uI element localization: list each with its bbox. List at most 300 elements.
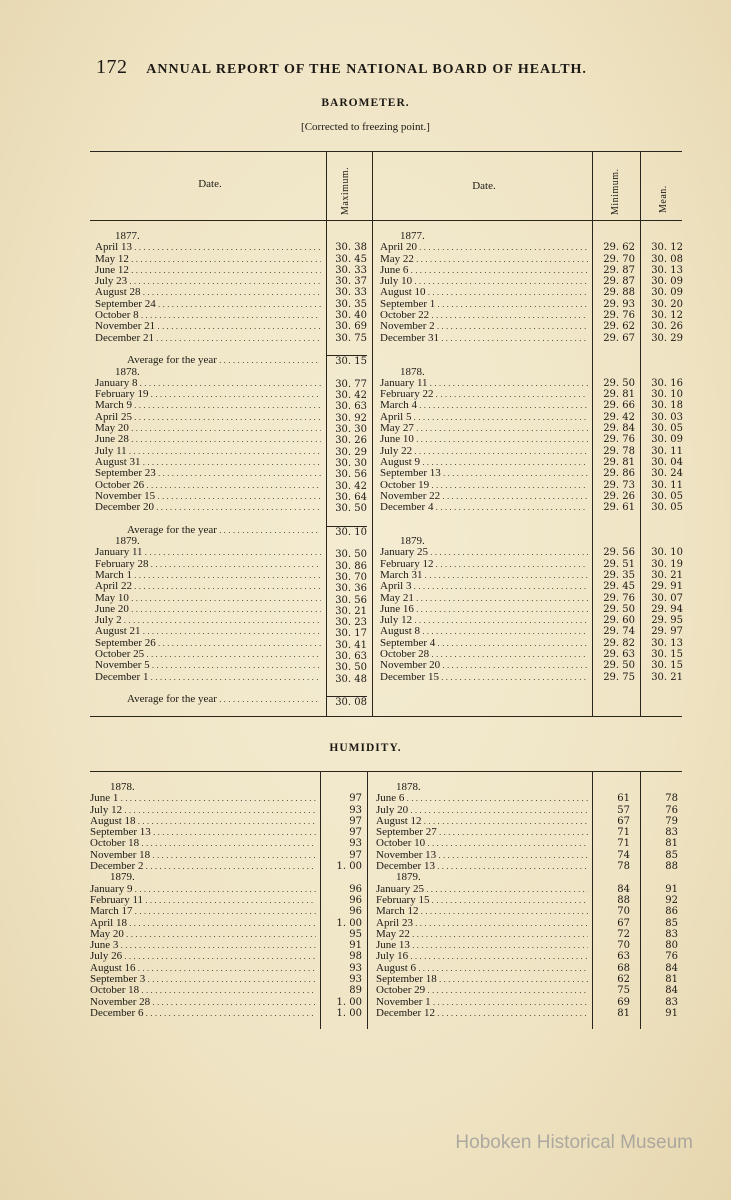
date-entry: June 6 . . . xyxy=(380,265,588,276)
mean-value: 30. 08 xyxy=(651,253,683,265)
minimum-value: 29. 82 xyxy=(603,637,635,649)
humidity-min-value: 81 xyxy=(617,1007,630,1019)
humidity-value: 96 xyxy=(349,883,362,895)
barometer-left-dates xyxy=(95,231,321,705)
date-entry: July 16 . . . xyxy=(376,951,588,962)
date-entry: October 29 . . . xyxy=(376,985,588,996)
mean-column-header: Mean. xyxy=(658,185,669,213)
maximum-value: 30. 45 xyxy=(335,253,367,265)
year-label: 1879. xyxy=(115,536,140,548)
maximum-value: 30. 42 xyxy=(335,390,367,402)
minimum-value: 29. 62 xyxy=(603,242,635,254)
minimum-value: 29. 87 xyxy=(603,264,635,276)
humidity-min-value: 61 xyxy=(617,793,630,805)
date-entry: September 24 . . . xyxy=(95,299,321,310)
date-entry: June 6 . . . xyxy=(376,793,588,804)
date-entry: September 23 . . . xyxy=(95,468,321,479)
minimum-value: 29. 50 xyxy=(603,603,635,615)
humidity-max-values xyxy=(322,782,362,1019)
minimum-value: 29. 26 xyxy=(603,490,635,502)
date-entry: April 25 . . . xyxy=(95,412,321,423)
minimum-value: 29. 51 xyxy=(603,558,635,570)
date-entry: April 13 . . . xyxy=(95,242,321,253)
date-entry: December 21 . . . xyxy=(95,333,321,344)
minimum-value: 29. 35 xyxy=(603,569,635,581)
date-entry: June 28 . . . xyxy=(95,434,321,445)
col-divider xyxy=(640,771,641,1029)
mean-value: 30. 10 xyxy=(651,547,683,559)
mean-value: 30. 13 xyxy=(651,637,683,649)
year-label: 1878. xyxy=(115,366,140,378)
date-entry: November 20 . . . xyxy=(380,660,588,671)
humidity-value: 93 xyxy=(349,974,362,986)
humidity-mean-value: 84 xyxy=(665,985,678,997)
humidity-min-value: 74 xyxy=(617,849,630,861)
year-label: 1879. xyxy=(400,536,425,548)
humidity-mean-value: 83 xyxy=(665,928,678,940)
date-entry: August 12 . . . xyxy=(376,816,588,827)
maximum-value: 30. 92 xyxy=(335,412,367,424)
date-entry: January 8 . . . xyxy=(95,378,321,389)
minimum-value: 29. 60 xyxy=(603,615,635,627)
minimum-value: 29. 62 xyxy=(603,321,635,333)
date-entry: July 12 . . . xyxy=(90,805,316,816)
humidity-value: 89 xyxy=(349,985,362,997)
minimum-value: 29. 42 xyxy=(603,411,635,423)
humidity-value: 93 xyxy=(349,804,362,816)
humidity-value: 91 xyxy=(349,940,362,952)
page-header xyxy=(96,56,656,79)
minimum-value: 29. 63 xyxy=(603,648,635,660)
mean-value: 29. 94 xyxy=(651,603,683,615)
humidity-mean-value: 80 xyxy=(665,940,678,952)
date-entry: July 23 . . . xyxy=(95,276,321,287)
date-entry: May 27 . . . xyxy=(380,423,588,434)
date-entry: July 22 . . . xyxy=(380,446,588,457)
date-entry: September 13 . . . xyxy=(90,827,316,838)
date-entry: November 15 . . . xyxy=(95,491,321,502)
date-column-header: Date. xyxy=(198,178,222,190)
maximum-value: 30. 70 xyxy=(335,571,367,583)
maximum-value: 30. 23 xyxy=(335,617,367,629)
date-entry: September 26 . . . xyxy=(95,638,321,649)
maximum-value: 30. 86 xyxy=(335,560,367,572)
date-entry: May 20 . . . xyxy=(90,929,316,940)
maximum-value: 30. 30 xyxy=(335,457,367,469)
mean-value: 30. 20 xyxy=(651,298,683,310)
humidity-min-value: 84 xyxy=(617,883,630,895)
humidity-min-value: 72 xyxy=(617,928,630,940)
date-entry: July 2 . . . xyxy=(95,615,321,626)
mean-value: 30. 18 xyxy=(651,400,683,412)
date-entry: March 31 . . . xyxy=(380,570,588,581)
mean-value: 30. 05 xyxy=(651,502,683,514)
minimum-value: 29. 74 xyxy=(603,626,635,638)
date-entry: October 25 . . . xyxy=(95,649,321,660)
date-entry: September 3 . . . xyxy=(90,974,316,985)
minimum-value: 29. 78 xyxy=(603,445,635,457)
date-column-header: Date. xyxy=(472,180,496,192)
mean-value: 30. 16 xyxy=(651,377,683,389)
humidity-value: 98 xyxy=(349,951,362,963)
minimum-value: 29. 61 xyxy=(603,502,635,514)
minimum-value: 29. 87 xyxy=(603,276,635,288)
date-entry: October 10 . . . xyxy=(376,838,588,849)
humidity-mean-value: 76 xyxy=(665,804,678,816)
date-entry: October 22 . . . xyxy=(380,310,588,321)
humidity-mean-value: 84 xyxy=(665,962,678,974)
date-entry: July 26 . . . xyxy=(90,951,316,962)
mean-value: 30. 15 xyxy=(651,648,683,660)
maximum-value: 30. 30 xyxy=(335,424,367,436)
barometer-right-dates xyxy=(380,231,588,683)
humidity-mean-value: 85 xyxy=(665,917,678,929)
col-divider xyxy=(367,771,368,1029)
table-top-rule xyxy=(90,151,682,152)
date-entry: January 25 . . . xyxy=(380,547,588,558)
minimum-value: 29. 50 xyxy=(603,660,635,672)
mean-value: 30. 21 xyxy=(651,671,683,683)
year-label: 1878. xyxy=(400,366,425,378)
humidity-min-value: 88 xyxy=(617,894,630,906)
date-entry: April 18 . . . xyxy=(90,918,316,929)
table-header-rule xyxy=(90,220,682,221)
minimum-value: 29. 67 xyxy=(603,332,635,344)
date-entry: May 22 . . . xyxy=(376,929,588,940)
maximum-value: 30. 40 xyxy=(335,310,367,322)
year-label: 1879. xyxy=(110,872,135,884)
date-entry: September 13 . . . xyxy=(380,468,588,479)
date-entry: May 10 . . . xyxy=(95,593,321,604)
date-entry: December 12 . . . xyxy=(376,1008,588,1019)
date-entry: December 31 . . . xyxy=(380,333,588,344)
page-number: 172 xyxy=(96,56,128,78)
minimum-value: 29. 81 xyxy=(603,456,635,468)
date-entry: September 18 . . . xyxy=(376,974,588,985)
minimum-value: 29. 84 xyxy=(603,423,635,435)
date-entry: October 28 . . . xyxy=(380,649,588,660)
humidity-mean-value: 78 xyxy=(665,793,678,805)
date-entry: March 12 . . . xyxy=(376,906,588,917)
humidity-mean-value: 81 xyxy=(665,974,678,986)
maximum-value: 30. 56 xyxy=(335,594,367,606)
date-entry: April 23 . . . xyxy=(376,918,588,929)
date-entry: November 2 . . . xyxy=(380,321,588,332)
barometer-title: BAROMETER. xyxy=(321,97,410,109)
mean-value: 30. 04 xyxy=(651,456,683,468)
humidity-value: 97 xyxy=(349,815,362,827)
date-entry: August 10 . . . xyxy=(380,287,588,298)
date-entry: March 1 . . . xyxy=(95,570,321,581)
date-entry: March 9 . . . xyxy=(95,400,321,411)
date-entry: January 11 . . . xyxy=(380,378,588,389)
minimum-value: 29. 93 xyxy=(603,298,635,310)
average-value: 30. 15 xyxy=(327,355,367,367)
date-entry: August 31 . . . xyxy=(95,457,321,468)
humidity-min-value: 69 xyxy=(617,996,630,1008)
minimum-value: 29. 76 xyxy=(603,592,635,604)
mean-value: 29. 91 xyxy=(651,581,683,593)
date-entry: November 22 . . . xyxy=(380,491,588,502)
minimum-value: 29. 66 xyxy=(603,400,635,412)
average-label: Average for the year . . . xyxy=(95,355,321,366)
date-entry: September 1 . . . xyxy=(380,299,588,310)
date-entry: June 16 . . . xyxy=(380,604,588,615)
maximum-value: 30. 33 xyxy=(335,264,367,276)
mean-value: 30. 11 xyxy=(651,445,683,457)
minimum-value: 29. 88 xyxy=(603,287,635,299)
maximum-value: 30. 63 xyxy=(335,401,367,413)
humidity-value: 1. 00 xyxy=(336,917,362,929)
year-label: 1878. xyxy=(110,782,135,793)
humidity-mean-value: 91 xyxy=(665,1007,678,1019)
date-entry: January 9 . . . xyxy=(90,884,316,895)
minimum-value: 29. 50 xyxy=(603,377,635,389)
date-entry: March 4 . . . xyxy=(380,400,588,411)
humidity-mean-value: 86 xyxy=(665,906,678,918)
maximum-value: 30. 56 xyxy=(335,469,367,481)
date-entry: December 4 . . . xyxy=(380,502,588,513)
humidity-min-value: 71 xyxy=(617,827,630,839)
humidity-min-value: 75 xyxy=(617,985,630,997)
humidity-value: 93 xyxy=(349,838,362,850)
maximum-value: 30. 41 xyxy=(335,639,367,651)
mean-value: 30. 15 xyxy=(651,660,683,672)
humidity-mean-value: 83 xyxy=(665,996,678,1008)
maximum-value: 30. 26 xyxy=(335,435,367,447)
humidity-min-value: 71 xyxy=(617,838,630,850)
mean-value: 30. 21 xyxy=(651,569,683,581)
mean-value: 30. 12 xyxy=(651,242,683,254)
minimum-value: 29. 76 xyxy=(603,434,635,446)
date-entry: August 16 . . . xyxy=(90,963,316,974)
date-entry: April 3 . . . xyxy=(380,581,588,592)
date-entry: December 15 . . . xyxy=(380,672,588,683)
table-bottom-rule xyxy=(90,716,682,717)
date-entry: August 18 . . . xyxy=(90,816,316,827)
maximum-value: 30. 33 xyxy=(335,287,367,299)
col-divider xyxy=(372,151,373,716)
date-entry: January 11 . . . xyxy=(95,547,321,558)
mean-value: 30. 10 xyxy=(651,389,683,401)
humidity-min-value: 67 xyxy=(617,815,630,827)
date-entry: November 21 . . . xyxy=(95,321,321,332)
date-entry: March 17 . . . xyxy=(90,906,316,917)
barometer-note: [Corrected to freezing point.] xyxy=(301,121,430,133)
date-entry: November 18 . . . xyxy=(90,850,316,861)
date-entry: June 1 . . . xyxy=(90,793,316,804)
maximum-value: 30. 21 xyxy=(335,605,367,617)
mean-value: 30. 13 xyxy=(651,264,683,276)
date-entry: February 11 . . . xyxy=(90,895,316,906)
maximum-value: 30. 36 xyxy=(335,583,367,595)
average-value: 30. 08 xyxy=(327,696,367,708)
humidity-mean-value: 79 xyxy=(665,815,678,827)
mean-value: 30. 05 xyxy=(651,490,683,502)
humidity-min-value: 68 xyxy=(617,962,630,974)
date-entry: November 1 . . . xyxy=(376,997,588,1008)
humidity-min-value: 67 xyxy=(617,917,630,929)
date-entry: October 8 . . . xyxy=(95,310,321,321)
maximum-value: 30. 38 xyxy=(335,242,367,254)
col-divider xyxy=(320,771,321,1029)
average-value: 30. 10 xyxy=(327,526,367,538)
museum-watermark: Hoboken Historical Museum xyxy=(455,1132,693,1153)
mean-value: 30. 03 xyxy=(651,411,683,423)
date-entry: August 21 . . . xyxy=(95,626,321,637)
maximum-value: 30. 29 xyxy=(335,446,367,458)
date-entry: July 11 . . . xyxy=(95,446,321,457)
humidity-mean-values xyxy=(643,782,678,1019)
maximum-value: 30. 35 xyxy=(335,298,367,310)
humidity-value: 96 xyxy=(349,906,362,918)
year-label: 1879. xyxy=(396,872,421,884)
average-label: Average for the year . . . xyxy=(95,694,321,705)
humidity-value: 1. 00 xyxy=(336,861,362,873)
date-entry: December 13 . . . xyxy=(376,861,588,872)
date-entry: February 28 . . . xyxy=(95,559,321,570)
mean-value: 29. 97 xyxy=(651,626,683,638)
date-entry: June 12 . . . xyxy=(95,265,321,276)
report-title: ANNUAL REPORT OF THE NATIONAL BOARD OF HEALTH. xyxy=(146,62,587,77)
year-label: 1878. xyxy=(396,782,421,793)
humidity-mean-value: 85 xyxy=(665,849,678,861)
col-divider xyxy=(592,151,593,716)
date-entry: June 3 . . . xyxy=(90,940,316,951)
date-entry: July 12 . . . xyxy=(380,615,588,626)
date-entry: December 1 . . . xyxy=(95,672,321,683)
date-entry: September 27 . . . xyxy=(376,827,588,838)
minimum-column-header: Minimum. xyxy=(610,168,621,215)
minimum-value: 29. 75 xyxy=(603,671,635,683)
mean-value: 30. 12 xyxy=(651,310,683,322)
mean-value: 29. 95 xyxy=(651,615,683,627)
humidity-value: 97 xyxy=(349,849,362,861)
date-entry: July 20 . . . xyxy=(376,805,588,816)
barometer-min-values xyxy=(595,231,635,683)
date-entry: February 19 . . . xyxy=(95,389,321,400)
humidity-value: 1. 00 xyxy=(336,1007,362,1019)
year-label: 1877. xyxy=(400,231,425,242)
col-divider xyxy=(640,151,641,716)
maximum-value: 30. 64 xyxy=(335,491,367,503)
minimum-value: 29. 70 xyxy=(603,253,635,265)
mean-value: 30. 11 xyxy=(651,479,683,491)
date-entry: May 22 . . . xyxy=(380,254,588,265)
date-entry: October 26 . . . xyxy=(95,480,321,491)
mean-value: 30. 29 xyxy=(651,332,683,344)
humidity-mean-value: 81 xyxy=(665,838,678,850)
humidity-value: 96 xyxy=(349,894,362,906)
mean-value: 30. 26 xyxy=(651,321,683,333)
maximum-value: 30. 50 xyxy=(335,503,367,515)
mean-value: 30. 24 xyxy=(651,468,683,480)
mean-value: 30. 09 xyxy=(651,434,683,446)
col-divider xyxy=(592,771,593,1029)
date-entry: December 2 . . . xyxy=(90,861,316,872)
date-entry: January 25 . . . xyxy=(376,884,588,895)
humidity-min-value: 70 xyxy=(617,940,630,952)
date-entry: February 22 . . . xyxy=(380,389,588,400)
date-entry: October 19 . . . xyxy=(380,480,588,491)
year-label: 1877. xyxy=(115,231,140,242)
date-entry: August 9 . . . xyxy=(380,457,588,468)
humidity-min-values xyxy=(595,782,630,1019)
maximum-value: 30. 37 xyxy=(335,276,367,288)
mean-value: 30. 09 xyxy=(651,276,683,288)
mean-value: 30. 05 xyxy=(651,423,683,435)
date-entry: August 6 . . . xyxy=(376,963,588,974)
humidity-left-dates xyxy=(90,782,316,1019)
humidity-min-value: 57 xyxy=(617,804,630,816)
date-entry: February 15 . . . xyxy=(376,895,588,906)
humidity-mean-value: 92 xyxy=(665,894,678,906)
maximum-value: 30. 42 xyxy=(335,480,367,492)
date-entry: April 20 . . . xyxy=(380,242,588,253)
date-entry: September 4 . . . xyxy=(380,638,588,649)
maximum-value: 30. 50 xyxy=(335,549,367,561)
maximum-value: 30. 50 xyxy=(335,662,367,674)
humidity-min-value: 70 xyxy=(617,906,630,918)
mean-value: 30. 09 xyxy=(651,287,683,299)
date-entry: December 6 . . . xyxy=(90,1008,316,1019)
date-entry: August 8 . . . xyxy=(380,626,588,637)
mean-value: 30. 07 xyxy=(651,592,683,604)
humidity-min-value: 63 xyxy=(617,951,630,963)
maximum-value: 30. 77 xyxy=(335,378,367,390)
date-entry: November 28 . . . xyxy=(90,997,316,1008)
humidity-title: HUMIDITY. xyxy=(329,742,402,754)
date-entry: July 10 . . . xyxy=(380,276,588,287)
table-top-rule xyxy=(90,771,682,772)
minimum-value: 29. 73 xyxy=(603,479,635,491)
date-entry: December 20 . . . xyxy=(95,502,321,513)
maximum-value: 30. 69 xyxy=(335,321,367,333)
humidity-min-value: 62 xyxy=(617,974,630,986)
mean-value: 30. 19 xyxy=(651,558,683,570)
minimum-value: 29. 45 xyxy=(603,581,635,593)
date-entry: November 5 . . . xyxy=(95,660,321,671)
humidity-min-value: 78 xyxy=(617,861,630,873)
maximum-value: 30. 17 xyxy=(335,628,367,640)
minimum-value: 29. 86 xyxy=(603,468,635,480)
date-entry: May 12 . . . xyxy=(95,254,321,265)
barometer-max-values xyxy=(327,231,367,708)
minimum-value: 29. 76 xyxy=(603,310,635,322)
minimum-value: 29. 56 xyxy=(603,547,635,559)
humidity-mean-value: 76 xyxy=(665,951,678,963)
humidity-value: 93 xyxy=(349,962,362,974)
date-entry: May 20 . . . xyxy=(95,423,321,434)
date-entry: June 10 . . . xyxy=(380,434,588,445)
maximum-value: 30. 63 xyxy=(335,650,367,662)
date-entry: June 13 . . . xyxy=(376,940,588,951)
maximum-column-header: Maximum. xyxy=(340,166,351,215)
date-entry: February 12 . . . xyxy=(380,559,588,570)
humidity-mean-value: 88 xyxy=(665,861,678,873)
date-entry: April 22 . . . xyxy=(95,581,321,592)
humidity-value: 1. 00 xyxy=(336,996,362,1008)
date-entry: May 21 . . . xyxy=(380,593,588,604)
maximum-value: 30. 48 xyxy=(335,673,367,685)
date-entry: October 18 . . . xyxy=(90,838,316,849)
date-entry: August 28 . . . xyxy=(95,287,321,298)
barometer-mean-values xyxy=(643,231,683,683)
humidity-value: 97 xyxy=(349,827,362,839)
date-entry: October 18 . . . xyxy=(90,985,316,996)
humidity-value: 95 xyxy=(349,928,362,940)
date-entry: June 20 . . . xyxy=(95,604,321,615)
